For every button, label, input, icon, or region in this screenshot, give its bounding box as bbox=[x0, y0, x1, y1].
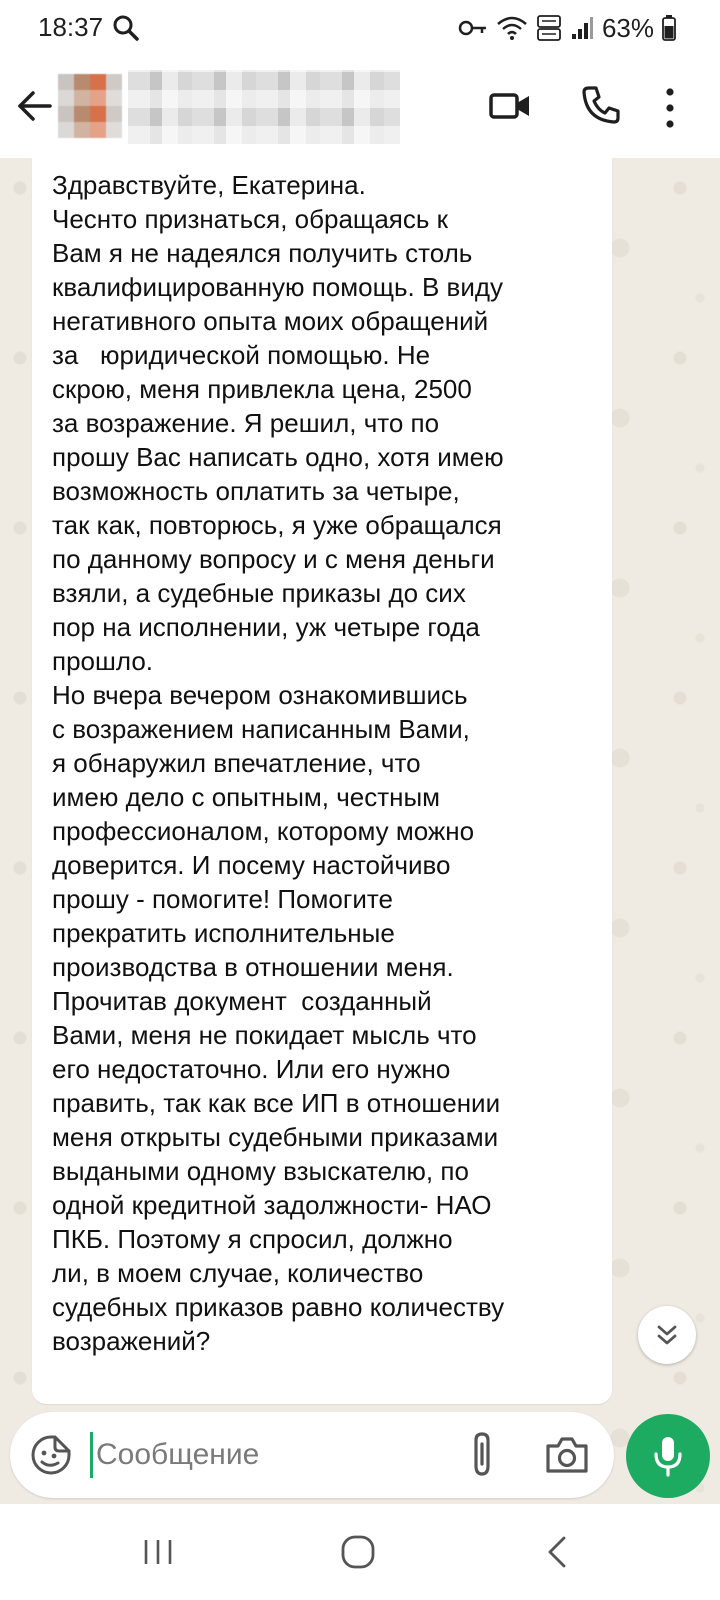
contact-name-blurred[interactable] bbox=[128, 70, 400, 144]
message-bubble[interactable] bbox=[32, 158, 612, 1404]
microphone-icon bbox=[651, 1434, 685, 1478]
status-icons bbox=[458, 12, 676, 44]
attach-paperclip-icon[interactable] bbox=[466, 1430, 500, 1480]
scroll-to-bottom-button[interactable] bbox=[638, 1306, 696, 1364]
message-text: Здравствуйте, Екатерина. Чеснто признаться, обращаясь к Вам я не надеялся получить столь квалифицированную помощь. В виду негативного опыта моих обращений за юридической помощью. Не скрою, меня привлекла цена, 2500 за возражение. Я решил, что по прошу Вас написать одно, хотя имею возможность оплатить за четыре, так как, повторюсь, я уже обращался по данному вопросу и с меня деньги взяли, а судебные приказы до сих пор на исполнении, уж четыре года прошло. Но вчера вечером ознакомившись с возражением написанным Вами, я обнаружил впечатление, что имею дело с опытным, честным профессионалом, которому можно доверится. И посему настойчиво прошу - помогите! Помогите прекратить исполнительные производства в отношении меня. Прочитав документ созданный Вами, меня не покидает мысль что его недостаточно. Или его нужно править, так как все ИП в отношении меня открыты судебными приказами выдаными одному взыскателю, по одной кредитной задолжности- НАО ПКБ. Поэтому я спросил, должно ли, в моем случае, количество судебных приказов равно количеству возражений? bbox=[52, 170, 505, 1356]
avatar[interactable] bbox=[58, 74, 122, 138]
search-icon bbox=[112, 14, 140, 42]
nav-back-icon[interactable] bbox=[542, 1534, 572, 1570]
signal-icon bbox=[570, 16, 594, 40]
message-compose-bar bbox=[10, 1412, 614, 1498]
battery-percent: 63% bbox=[601, 12, 654, 43]
key-icon bbox=[458, 18, 488, 38]
wifi-icon bbox=[496, 15, 528, 41]
camera-icon[interactable] bbox=[544, 1434, 590, 1476]
home-icon[interactable] bbox=[338, 1534, 378, 1570]
more-vert-icon[interactable] bbox=[662, 86, 678, 130]
double-chevron-down-icon bbox=[654, 1322, 680, 1348]
text-caret bbox=[90, 1432, 93, 1478]
system-navigation-bar bbox=[0, 1504, 720, 1600]
phone-call-icon[interactable] bbox=[580, 84, 622, 126]
status-bar bbox=[0, 0, 720, 56]
chat-header bbox=[0, 56, 720, 158]
volte-icon bbox=[536, 14, 562, 42]
recent-apps-icon[interactable] bbox=[138, 1536, 178, 1568]
status-time: 18:37 bbox=[38, 12, 104, 42]
sticker-emoji-icon[interactable] bbox=[30, 1434, 72, 1476]
battery-icon bbox=[662, 15, 676, 41]
message-input[interactable] bbox=[96, 1432, 436, 1478]
back-arrow-icon[interactable] bbox=[14, 86, 54, 126]
voice-message-button[interactable] bbox=[626, 1414, 710, 1498]
video-call-icon[interactable] bbox=[488, 86, 532, 126]
chat-area[interactable] bbox=[0, 158, 720, 1504]
